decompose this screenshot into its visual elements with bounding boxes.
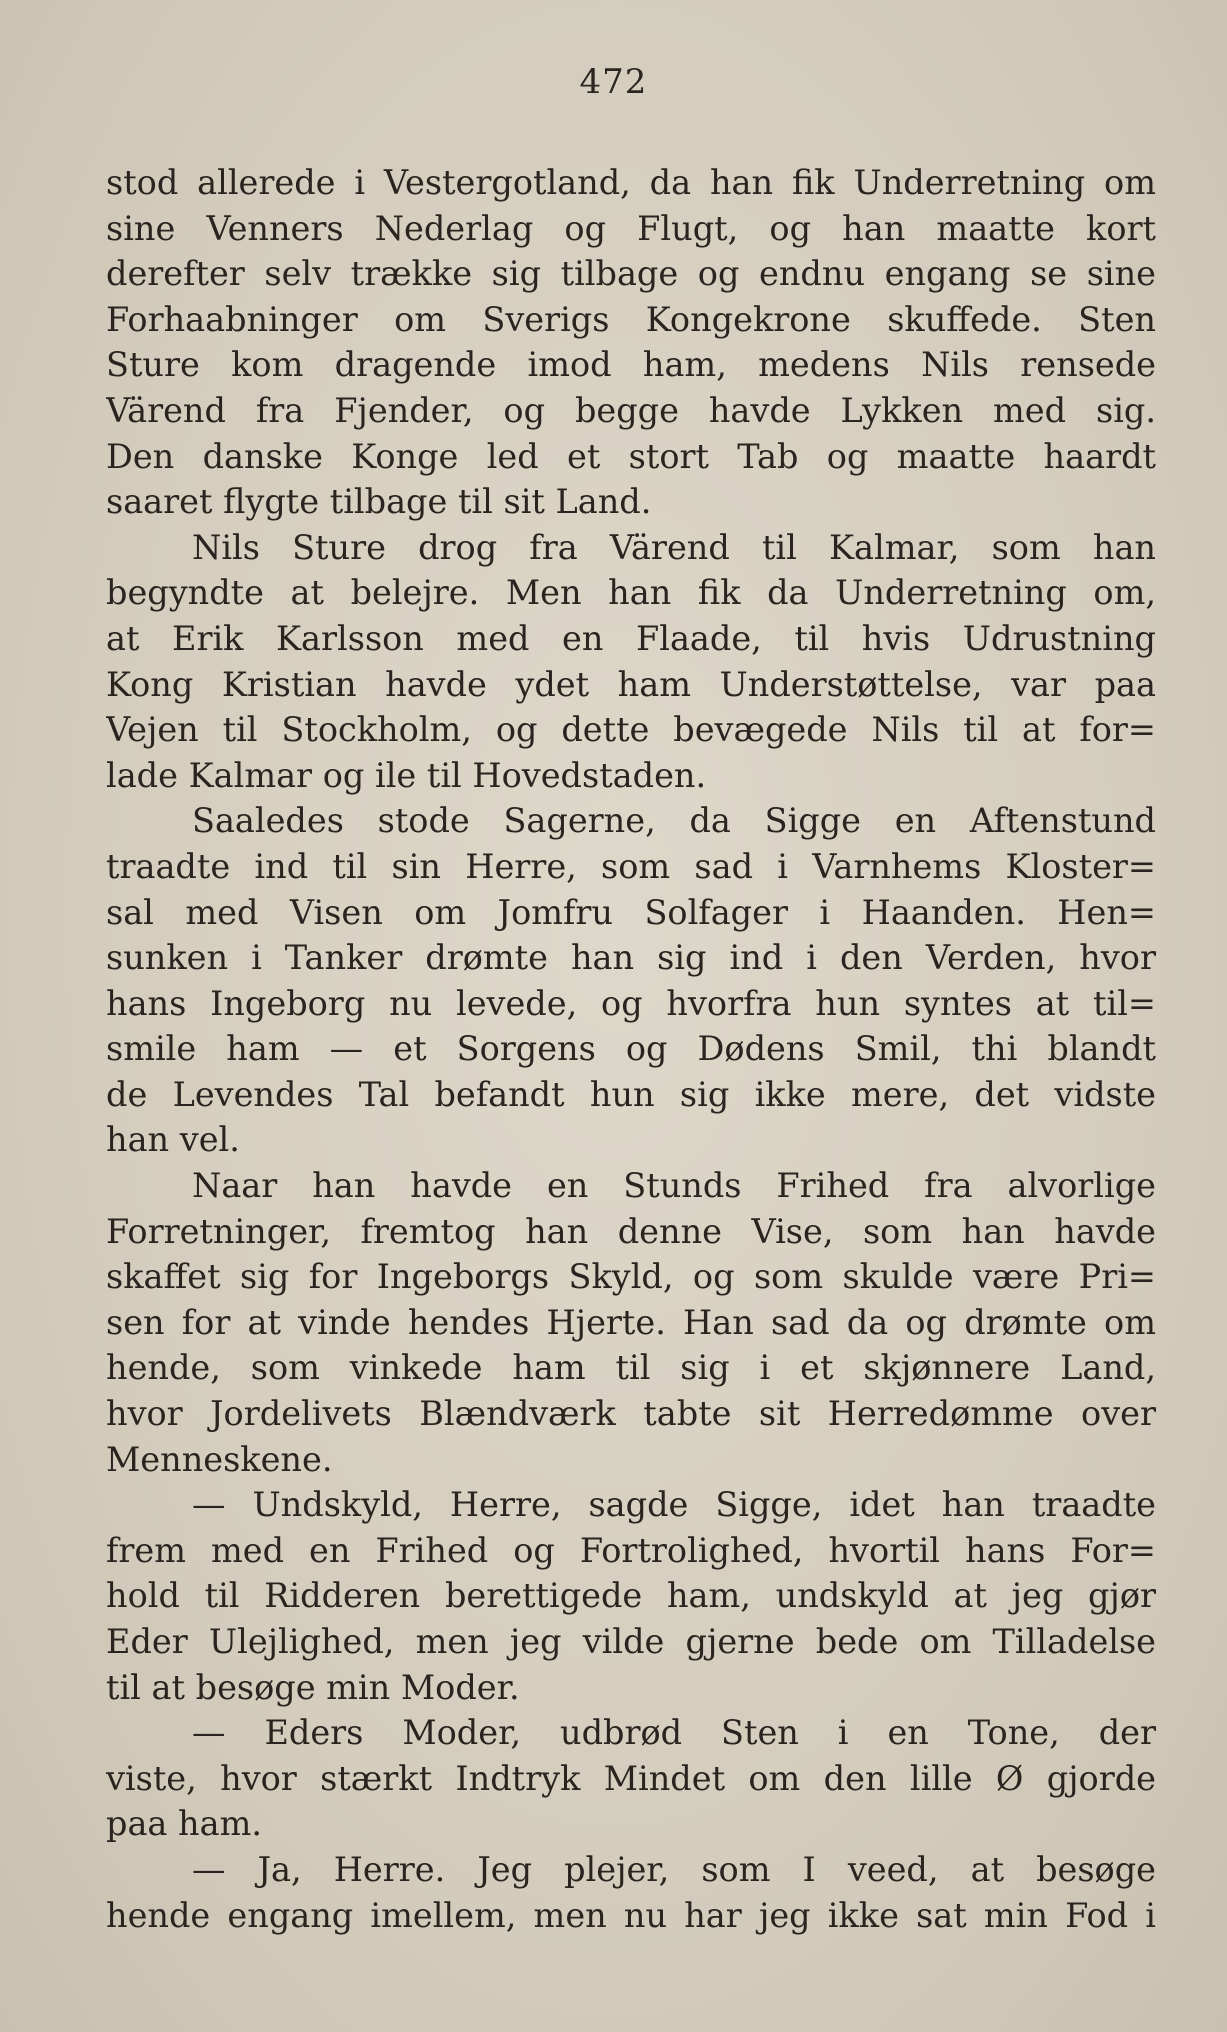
text-line: paa ham. [106,1804,263,1844]
page-number: 472 [579,62,648,102]
text-line: sen for at vinde hendes Hjerte. Han sad da og drømte om [106,1302,1156,1342]
text-line: — Ja, Herre. Jeg plejer, som I veed, at besøge [192,1849,1156,1889]
text-line: Forhaabninger om Sverigs Kongekrone skuffede. Sten [106,299,1156,339]
text-line: hold til Ridderen berettigede ham, undskyld at jeg gjør [106,1576,1156,1616]
text-line: han vel. [106,1120,240,1160]
text-line: stod allerede i Vestergotland, da han fik Underretning om [106,163,1156,202]
text-line: Eder Ulejlighed, men jeg vilde gjerne bede om Tilladelse [106,1622,1156,1661]
text-line: sine Venners Nederlag og Flugt, og han maatte kort [106,208,1156,248]
text-line: saaret flygte tilbage til sit Land. [106,482,652,522]
text-line: viste, hvor stærkt Indtryk Mindet om den lille Ø gjorde [106,1758,1156,1798]
text-line: Saaledes stode Sagerne, da Sigge en Aftenstund [192,801,1156,841]
text-line: lade Kalmar og ile til Hovedstaden. [106,755,707,795]
text-line: hvor Jordelivets Blændværk tabte sit Herredømme over [106,1394,1156,1434]
text-line: Kong Kristian havde ydet ham Understøttelse, var paa [106,664,1156,704]
text-line: hans Ingeborg nu levede, og hvorfra hun syntes at til= [106,983,1156,1023]
text-line: Menneskene. [106,1439,333,1479]
text-line: traadte ind til sin Herre, som sad i Varnhems Kloster= [106,846,1156,886]
text-line: Forretninger, fremtog han denne Vise, som han havde [106,1211,1156,1251]
text-line: — Undskyld, Herre, sagde Sigge, idet han traadte [192,1485,1156,1525]
text-line: frem med en Frihed og Fortrolighed, hvortil hans For= [106,1530,1156,1570]
text-line: Värend fra Fjender, og begge havde Lykken med sig. [106,390,1156,430]
text-line: hende, som vinkede ham til sig i et skjønnere Land, [106,1348,1156,1388]
text-line: de Levendes Tal befandt hun sig ikke mere, det vidste [106,1074,1156,1114]
text-line: til at besøge min Moder. [106,1667,520,1707]
text-line: Nils Sture drog fra Värend til Kalmar, som han [192,527,1156,567]
text-line: skaffet sig for Ingeborgs Skyld, og som skulde være Pri= [106,1257,1156,1297]
text-line: Vejen til Stockholm, og dette bevægede Nils til at for= [106,710,1156,750]
text-line: — Eders Moder, udbrød Sten i en Tone, der [192,1713,1156,1753]
text-line: at Erik Karlsson med en Flaade, til hvis Udrustning [106,618,1156,658]
text-line: sal med Visen om Jomfru Solfager i Haanden. Hen= [106,892,1156,932]
text-line: begyndte at belejre. Men han fik da Underretning om, [106,573,1156,613]
text-line: Den danske Konge led et stort Tab og maatte haardt [106,436,1156,476]
text-line: sunken i Tanker drømte han sig ind i den Verden, hvor [106,938,1156,978]
text-line: smile ham — et Sorgens og Dødens Smil, thi blandt [106,1029,1156,1069]
body-text [106,160,1156,1938]
text-line: Sture kom dragende imod ham, medens Nils rensede [106,345,1156,385]
text-line: Naar han havde en Stunds Frihed fra alvorlige [192,1166,1156,1206]
text-line: hende engang imellem, men nu har jeg ikke sat min Fod i [106,1895,1156,1935]
text-line: derefter selv trække sig tilbage og endnu engang se sine [106,254,1156,294]
